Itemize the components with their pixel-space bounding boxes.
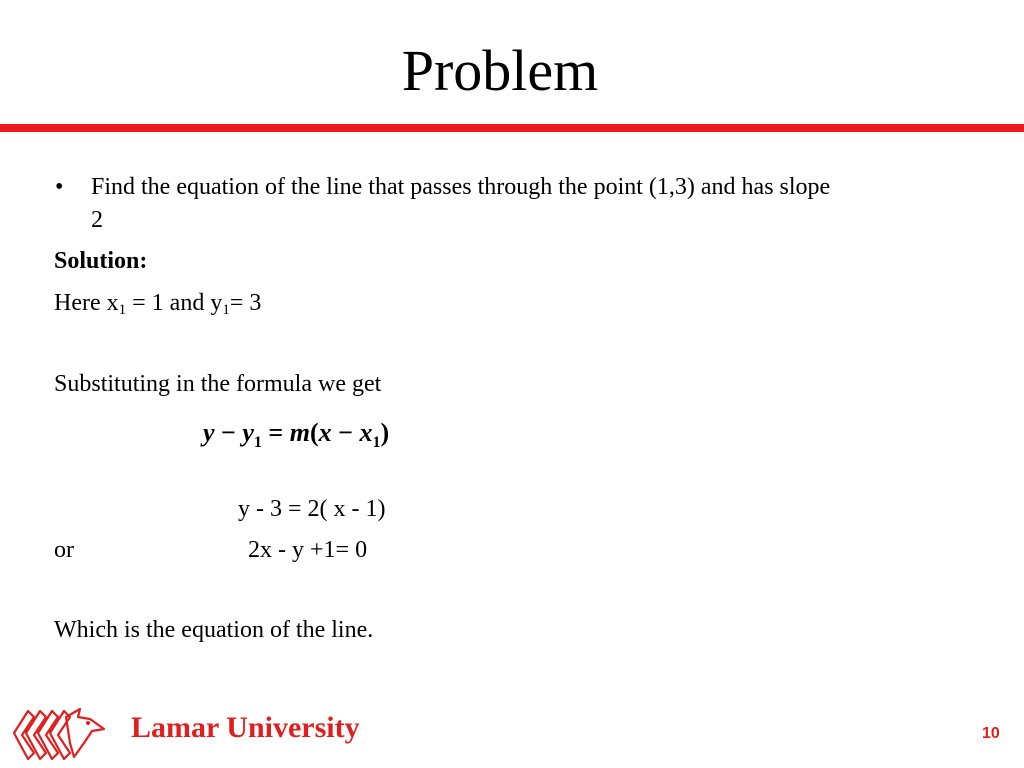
problem-text-line1: Find the equation of the line that passes through the point (1,3) and has slope <box>91 174 831 200</box>
solution-heading: Solution: <box>54 248 148 274</box>
slide-title: Problem <box>401 38 599 103</box>
formula-m: m <box>289 418 310 447</box>
formula-close-paren: ) <box>380 418 390 447</box>
given-suffix: = 3 <box>229 290 262 316</box>
formula-minus-2: − <box>331 418 360 447</box>
substituting-text: Substituting in the formula we get <box>54 371 382 397</box>
title-divider <box>0 124 1024 132</box>
problem-text-line2: 2 <box>91 207 103 233</box>
step-two-equation: 2x - y +1= 0 <box>248 537 368 563</box>
or-label: or <box>54 537 74 563</box>
given-values <box>54 288 261 318</box>
footer-university-name: Lamar University <box>131 711 360 744</box>
formula-y: y <box>203 418 215 447</box>
formula-x1-subscript: 1 <box>372 434 381 451</box>
cardinal-logo-icon <box>10 703 110 763</box>
given-mid: = 1 and y <box>126 290 223 316</box>
formula-x: x <box>318 418 332 447</box>
conclusion-text: Which is the equation of the line. <box>54 617 374 643</box>
given-prefix: Here x <box>54 290 119 316</box>
formula-minus-1: − <box>214 418 243 447</box>
formula-y1: y <box>242 418 254 447</box>
formula-open-paren: ( <box>309 418 319 447</box>
formula-y1-subscript: 1 <box>253 434 262 451</box>
given-x-subscript: 1 <box>118 302 127 318</box>
formula-x1: x <box>359 418 373 447</box>
bullet-marker: • <box>55 174 64 200</box>
formula-equals: = <box>261 418 290 447</box>
page-number: 10 <box>982 725 1000 742</box>
given-y-subscript: 1 <box>222 302 230 318</box>
point-slope-formula <box>203 417 389 449</box>
step-one-equation: y - 3 = 2( x - 1) <box>238 496 386 522</box>
